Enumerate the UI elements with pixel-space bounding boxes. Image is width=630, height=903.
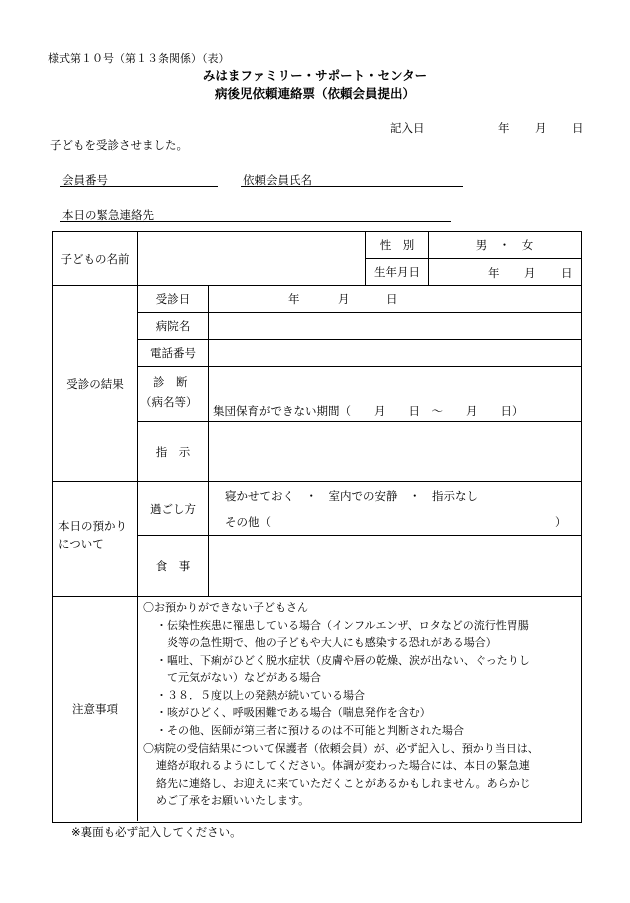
child-name-field[interactable]: [139, 233, 364, 284]
notes-line: ・３８．５度以上の発熱が続いている場合: [156, 689, 365, 702]
phone-number-label: 電話番号: [150, 346, 196, 360]
intro-text: 子どもを受診させました。: [50, 138, 188, 152]
notes-label: 注意事項: [72, 702, 118, 716]
row-divider: [137, 366, 581, 367]
how-to-spend-other[interactable]: その他（: [225, 515, 271, 529]
entry-date-month: 月: [535, 121, 547, 135]
notes-line: ・嘔吐、下痢がひどく脱水症状（皮膚や唇の乾燥、涙が出ない、ぐったりし: [156, 654, 530, 667]
diagnosis-sublabel: （病名等）: [140, 395, 198, 409]
visit-day-unit: 日: [386, 292, 398, 306]
diagnosis-field[interactable]: [210, 368, 579, 398]
document-title: 病後児依頼連絡票（依頼会員提出）: [214, 86, 415, 101]
member-name-field[interactable]: [241, 186, 463, 187]
footer-note: ※裏面も必ず記入してください。: [71, 825, 242, 839]
entry-date-label: 記入日: [390, 121, 425, 135]
row-divider: [52, 481, 581, 482]
visit-month-unit: 月: [338, 292, 350, 306]
visit-year-unit: 年: [288, 292, 300, 306]
notes-line: 絡先に連絡し、お迎えに来ていただくことがあるかもしれません。あらかじ: [156, 777, 531, 790]
birth-year-unit: 年: [488, 266, 500, 280]
entry-date-day: 日: [572, 121, 584, 135]
sex-label: 性 別: [379, 238, 415, 252]
diagnosis-label: 診 断: [153, 375, 188, 389]
hospital-name-field[interactable]: [210, 314, 579, 338]
hospital-name-label: 病院名: [155, 319, 191, 333]
instruction-label: 指 示: [155, 444, 191, 459]
how-to-spend-other-close: ）: [555, 515, 567, 529]
notes-line: ・咳がひどく、呼吸困難である場合（喘息発作を含む）: [156, 706, 431, 719]
column-divider: [208, 481, 209, 596]
member-number-label: 会員番号: [62, 173, 108, 187]
organization-name: みはまファミリー・サポート・センター: [202, 68, 428, 83]
today-care-label: 本日の預かり: [58, 519, 127, 533]
birth-date-label: 生年月日: [374, 265, 420, 279]
notes-line: ・伝染性疾患に罹患している場合（インフルエンザ、ロタなどの流行性胃腸: [156, 619, 529, 632]
visit-date-label: 受診日: [155, 292, 191, 306]
birth-month-unit: 月: [524, 266, 536, 280]
member-number-field[interactable]: [60, 186, 218, 187]
column-divider: [208, 285, 209, 481]
today-care-sublabel: について: [58, 537, 104, 551]
birth-day-unit: 日: [561, 266, 573, 280]
meal-field[interactable]: [210, 537, 579, 595]
how-to-spend-label: 過ごし方: [150, 501, 196, 516]
visit-result-label: 受診の結果: [66, 376, 124, 391]
sex-choice[interactable]: 男 ・ 女: [475, 238, 534, 252]
notes-line: めご了承をお願いいたします。: [156, 794, 310, 807]
emergency-contact-field[interactable]: [60, 221, 451, 222]
notes-line: 〇お預かりができない子どもさん: [143, 601, 308, 614]
child-name-label: 子どもの名前: [60, 251, 130, 266]
phone-number-field[interactable]: [210, 341, 579, 365]
notes-line: 連絡が取れるようにしてください。体調が変わった場合には、本日の緊急連: [156, 759, 530, 772]
emergency-contact-label: 本日の緊急連絡先: [62, 208, 154, 222]
entry-date-year: 年: [498, 121, 510, 135]
meal-label: 食 事: [155, 559, 191, 573]
member-name-label: 依頼会員氏名: [243, 173, 312, 187]
form-number: 様式第１０号（第１３条関係）（表）: [48, 52, 230, 65]
notes-line: 炎等の急性期で、他の子どもや大人にも感染する恐れがある場合）: [167, 636, 497, 649]
notes-line: 〇病院の受信結果について保護者（依頼会員）が、必ず記入し、預かり当日は、: [143, 742, 539, 755]
notes-line: て元気がない）などがある場合: [167, 671, 321, 684]
notes-line: ・その他、医師が第三者に預けるのは不可能と判断された場合: [156, 724, 464, 737]
group-care-period[interactable]: 集団保育ができない期間（ 月 日 ～ 月 日）: [213, 404, 524, 418]
instruction-field[interactable]: [210, 423, 579, 480]
how-to-spend-options[interactable]: 寝かせておく ・ 室内での安静 ・ 指示なし: [225, 489, 478, 503]
